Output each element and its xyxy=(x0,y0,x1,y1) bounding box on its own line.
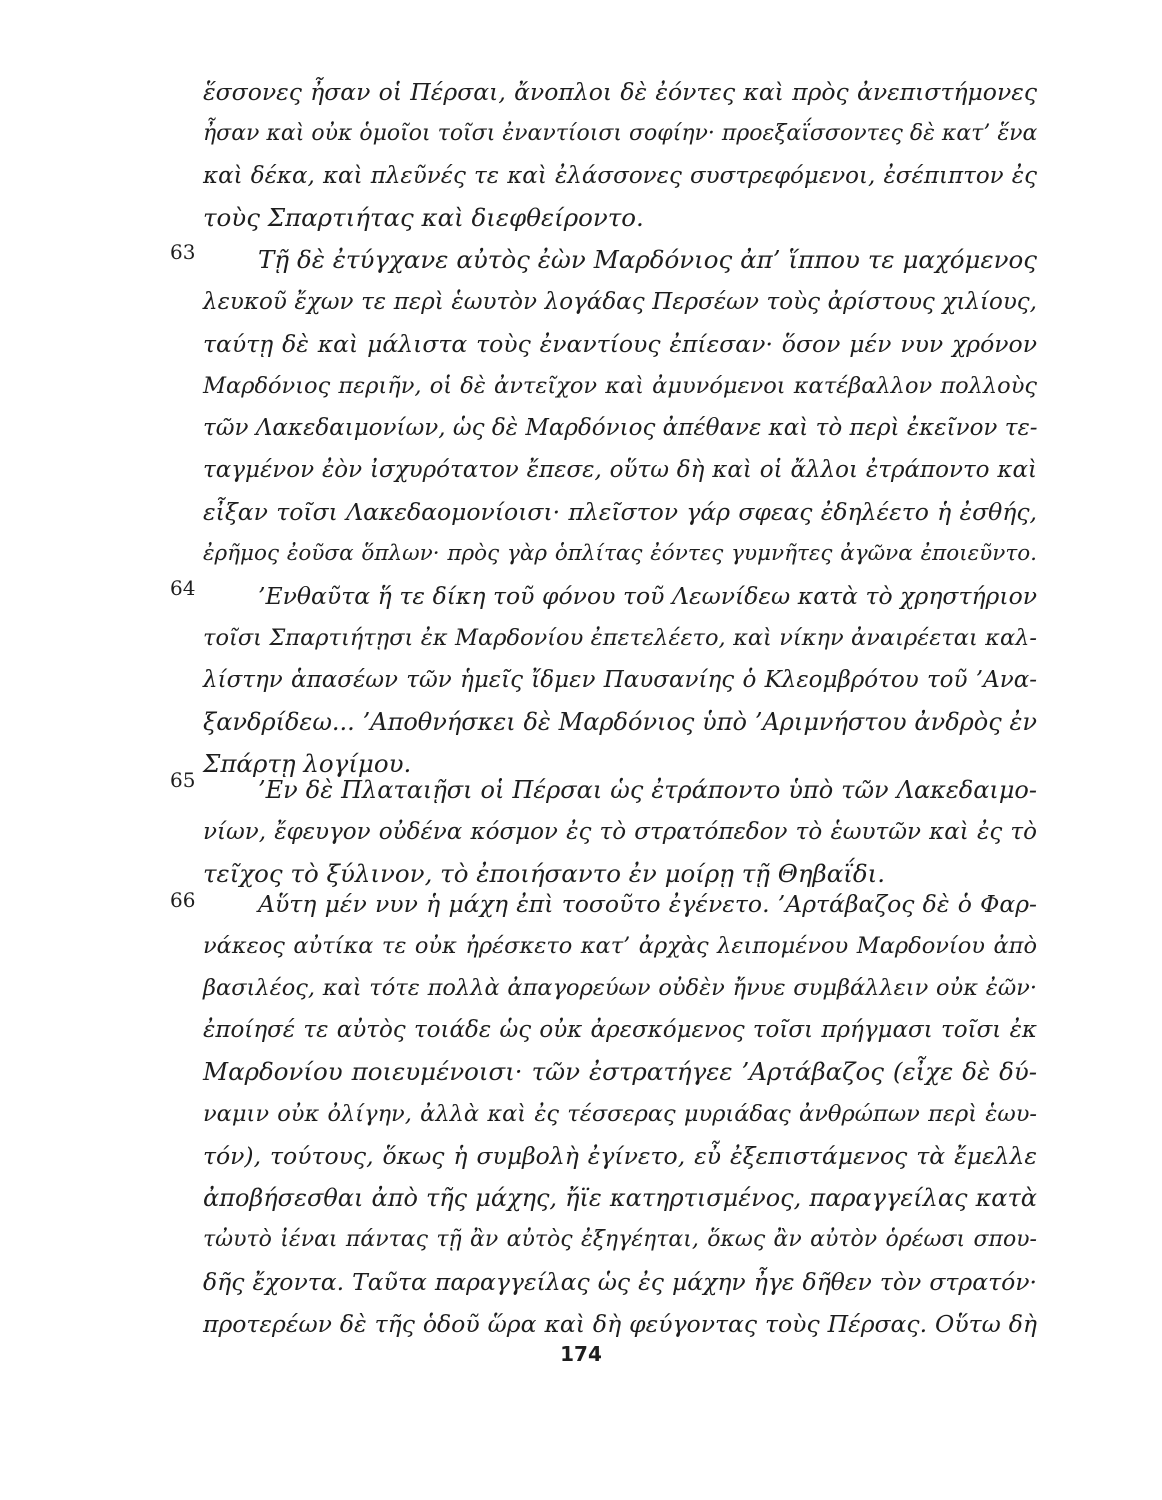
text-line: ἦσαν καὶ οὐκ ὁμοῖοι τοῖσι ἐναντίοισι σοφίην· προεξαΐσσοντες δὲ κατ’ ἕνα xyxy=(203,121,1038,146)
text-line: καὶ δέκα, καὶ πλεῦνές τε καὶ ἐλάσσονες συστρεφόμενοι, ἐσέπιπτον ἐς xyxy=(203,163,1037,189)
text-line: βασιλέος, καὶ τότε πολλὰ ἀπαγορεύων οὐδὲν ἤνυε συμβάλλειν οὐκ ἐῶν· xyxy=(203,975,1037,1001)
text-line: ἐποίησέ τε αὐτὸς τοιάδε ὡς οὐκ ἀρεσκόμενος τοῖσι πρήγμασι τοῖσι ἐκ xyxy=(203,1017,1037,1043)
section-number: 63 xyxy=(170,240,196,264)
text-line: προτερέων δὲ τῆς ὁδοῦ ὥρα καὶ δὴ φεύγοντας τοὺς Πέρσας. Οὕτω δὴ xyxy=(203,1310,1037,1338)
text-line: ’Εν δὲ Πλαταιῇσι οἱ Πέρσαι ὡς ἐτράποντο ὑπὸ τῶν Λακεδαιμο- xyxy=(258,776,1037,804)
text-line: ἕσσονες ἦσαν οἱ Πέρσαι, ἄνοπλοι δὲ ἐόντες καὶ πρὸς ἀνεπιστήμονες xyxy=(203,78,1037,106)
text-line: νάκεος αὐτίκα τε οὐκ ἠρέσκετο κατ’ ἀρχὰς λειπομένου Μαρδονίου ἀπὸ xyxy=(203,933,1037,959)
text-line: τοὺς Σπαρτιήτας καὶ διεφθείροντο. xyxy=(203,203,644,232)
text-line: ταγμένον ἐὸν ἰσχυρότατον ἔπεσε, οὕτω δὴ καὶ οἱ ἄλλοι ἐτράποντο καὶ xyxy=(203,457,1037,483)
section-number: 64 xyxy=(170,576,196,600)
text-line: εἶξαν τοῖσι Λακεδαομονίοισι· πλεῖστον γάρ σφεας ἐδηλέετο ἡ ἐσθής, xyxy=(203,498,1037,526)
text-line: ναμιν οὐκ ὀλίγην, ἀλλὰ καὶ ἐς τέσσερας μυριάδας ἀνθρώπων περὶ ἑωυ- xyxy=(203,1101,1037,1127)
text-line: τεῖχος τὸ ξύλινον, τὸ ἐποιήσαντο ἐν μοίρῃ τῇ Θηβαΐδι. xyxy=(203,859,885,888)
text-line: τοῖσι Σπαρτιήτῃσι ἐκ Μαρδονίου ἐπετελέετο, καὶ νίκην ἀναιρέεται καλ- xyxy=(203,625,1037,651)
text-line: ἐρῆμος ἐοῦσα ὅπλων· πρὸς γὰρ ὁπλίτας ἐόντες γυμνῆτες ἀγῶνα ἐποιεῦντο. xyxy=(203,541,1037,566)
text-line: Σπάρτῃ λογίμου. xyxy=(203,749,412,778)
text-line: τὠυτὸ ἰέναι πάντας τῇ ἂν αὐτὸς ἐξηγέηται, ὅκως ἂν αὐτὸν ὁρέωσι σπου- xyxy=(203,1227,1037,1252)
text-line: Μαρδονίου ποιευμένοισι· τῶν ἐστρατήγεε ’Αρτάβαζος (εἶχε δὲ δύ- xyxy=(203,1057,1037,1086)
page-number: 174 xyxy=(560,1342,602,1366)
section-number: 66 xyxy=(170,888,196,912)
text-line: ἀποβήσεσθαι ἀπὸ τῆς μάχης, ἤϊε κατηρτισμένος, παραγγείλας κατὰ xyxy=(203,1184,1037,1212)
text-line: λίστην ἁπασέων τῶν ἡμεῖς ἴδμεν Παυσανίης ὁ Κλεομβρότου τοῦ ’Ανα- xyxy=(203,667,1037,693)
section-number: 65 xyxy=(170,768,196,792)
text-line: τόν), τούτους, ὅκως ἡ συμβολὴ ἐγίνετο, εὖ ἐξεπιστάμενος τὰ ἔμελλε xyxy=(203,1142,1037,1170)
text-line: τῶν Λακεδαιμονίων, ὡς δὲ Μαρδόνιος ἀπέθανε καὶ τὸ περὶ ἐκεῖνον τε- xyxy=(203,415,1038,441)
text-line: ’Ενθαῦτα ἥ τε δίκη τοῦ φόνου τοῦ Λεωνίδεω κατὰ τὸ χρηστήριον xyxy=(258,582,1037,610)
text-line: ταύτῃ δὲ καὶ μάλιστα τοὺς ἐναντίους ἐπίεσαν· ὅσον μέν νυν χρόνον xyxy=(203,330,1037,358)
text-line: νίων, ἔφευγον οὐδένα κόσμον ἐς τὸ στρατόπεδον τὸ ἑωυτῶν καὶ ἐς τὸ xyxy=(203,819,1037,845)
text-line: Μαρδόνιος περιῆν, οἱ δὲ ἀντεῖχον καὶ ἀμυνόμενοι κατέβαλλον πολλοὺς xyxy=(203,373,1037,399)
text-line: λευκοῦ ἔχων τε περὶ ἑωυτὸν λογάδας Περσέων τοὺς ἀρίστους χιλίους, xyxy=(203,289,1037,315)
text-line: ξανδρίδεω... ’Αποθνήσκει δὲ Μαρδόνιος ὑπὸ ’Αριμνήστου ἀνδρὸς ἐν xyxy=(203,708,1037,736)
text-line: Αὕτη μέν νυν ἡ μάχη ἐπὶ τοσοῦτο ἐγένετο. ’Αρτάβαζος δὲ ὁ Φαρ- xyxy=(258,890,1037,918)
text-line: δῆς ἔχοντα. Ταῦτα παραγγείλας ὡς ἐς μάχην ἦγε δῆθεν τὸν στρατόν· xyxy=(203,1268,1037,1296)
text-line: Τῇ δὲ ἐτύγχανε αὐτὸς ἐὼν Μαρδόνιος ἀπ’ ἵππου τε μαχόμενος xyxy=(258,245,1037,274)
